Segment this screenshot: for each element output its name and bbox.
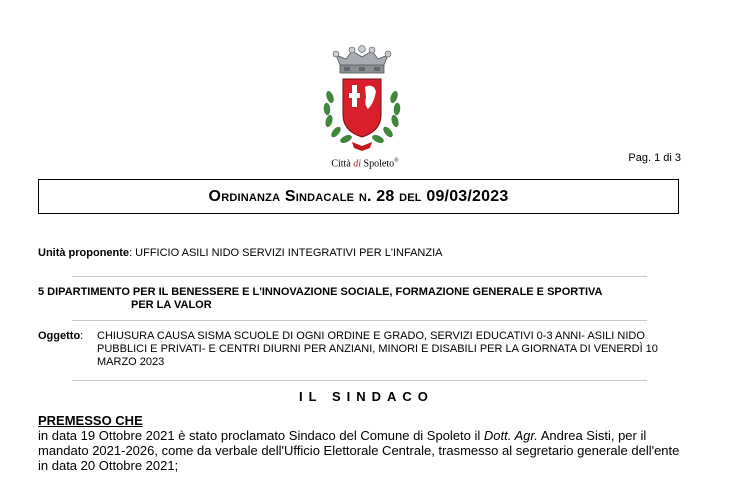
subject-text: CHIUSURA CAUSA SISMA SCUOLE DI OGNI ORDINE E GRADO, SERVIZI EDUCATIVI 0-3 ANNI- ASILI NIDO PUBBLICI E PRIVATI- E CENTRI DIURNI PER ANZIANI, MINORI E DISABILI PER LA GIORNATA DI VENERDÌ 10 MARZO 2023 (97, 330, 658, 368)
premise-paragraph: in data 19 Ottobre 2021 è stato proclamato Sindaco del Comune di Spoleto il Dott. Agr. Andrea Sisti, per il mandato 2021-2026, come da verbale dell'Ufficio Elettorale Centrale, trasmesso al segretario generale dell'ente in data 20 Ottobre 2021; (38, 428, 680, 473)
ordinance-title: Ordinanza Sindacale n. 28 del 09/03/2023 (208, 187, 509, 205)
ordinance-title-box (38, 179, 679, 214)
crown-icon (333, 46, 391, 73)
shield-icon (343, 79, 381, 137)
page-number: Pag. 1 di 3 (628, 152, 681, 164)
city-name: Città di Spoleto® (331, 158, 399, 170)
subject: Oggetto: CHIUSURA CAUSA SISMA SCUOLE DI OGNI ORDINE E GRADO, SERVIZI EDUCATIVI 0-3 ANNI- ASILI NIDO PUBBLICI E PRIVATI- E CENTRI DIURNI PER ANZIANI, MINORI E DISABILI PER LA GIORNATA DI VENERDÌ 10 MARZO 2023 (38, 330, 688, 343)
divider (72, 380, 647, 381)
city-coat-of-arms (316, 45, 408, 155)
subject-label: Oggetto (38, 330, 81, 342)
department-line-1: 5 DIPARTIMENTO PER IL BENESSERE E L'INNOVAZIONE SOCIALE, FORMAZIONE GENERALE E SPORTIVA (38, 286, 603, 298)
proposing-unit-label: Unità proponente (38, 247, 130, 259)
proposing-unit-value: : UFFICIO ASILI NIDO SERVIZI INTEGRATIVI PER L'INFANZIA (129, 247, 443, 259)
department-line-2: PER LA VALOR (131, 299, 212, 311)
divider (72, 276, 647, 277)
department (38, 286, 681, 312)
divider (72, 320, 647, 321)
section-heading-il-sindaco: IL SINDACO (299, 389, 434, 404)
proposing-unit (38, 247, 442, 259)
premise-heading: PREMESSO CHE (38, 413, 143, 428)
